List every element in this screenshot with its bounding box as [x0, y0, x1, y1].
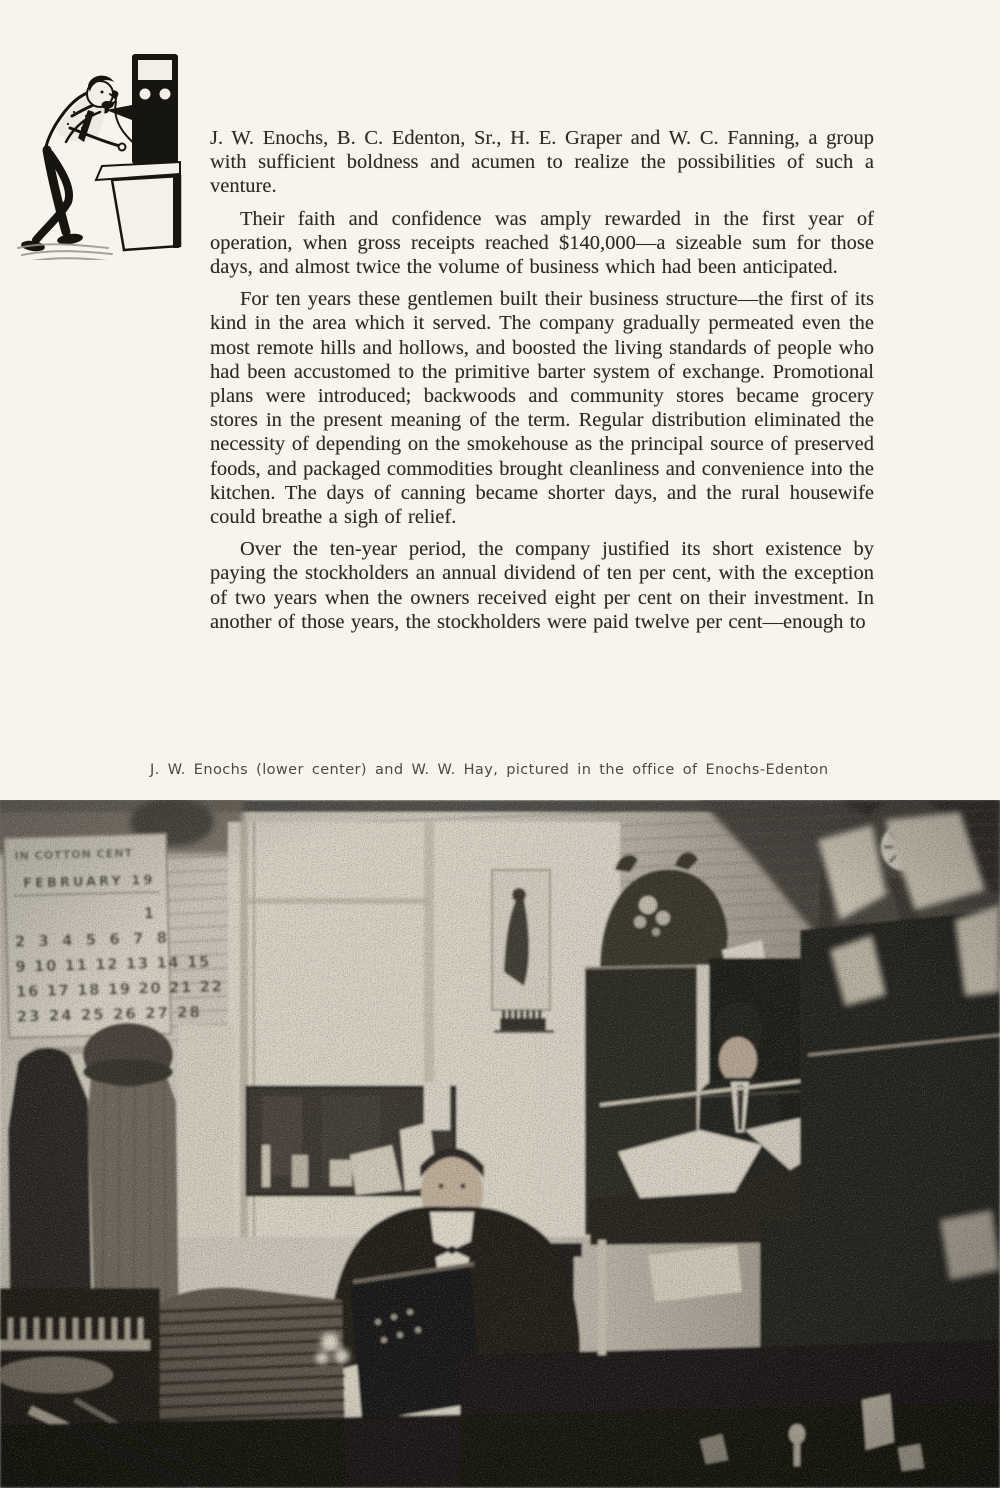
telephone-cartoon [12, 50, 192, 260]
film-grain [0, 800, 1000, 1488]
office-photograph [0, 800, 1000, 1488]
body-text [210, 126, 874, 642]
photo-caption: J. W. Enochs (lower center) and W. W. Hay, pictured in the office of Enochs-Edenton [150, 762, 829, 778]
paragraph-1: J. W. Enochs, B. C. Edenton, Sr., H. E. Graper and W. C. Fanning, a group with sufficient boldness and acumen to realize the possibilities of such a venture. [210, 127, 874, 198]
paragraph-3: For ten years these gentlemen built their business structure—the first of its kind in the area which it served. The company gradually permeated even the most remote hills and hollows, and boosted the living standards of people who had been accustomed to the primitive barter system of exchange. Promotional plans were introduced; backwoods and community stores became grocery stores in the present meaning of the term. Regular distribution eliminated the necessity of depending on the smokehouse as the principal source of preserved foods, and packaged commodities brought cleanliness and convenience into the kitchen. The days of canning became shorter days, and the rural housewife could breathe a sigh of relief. [210, 288, 874, 529]
telephone-cartoon-illustration [12, 50, 192, 260]
paragraph-2: Their faith and confidence was amply rewarded in the first year of operation, when gross receipts reached $140,000—a sizeable sum for those days, and almost twice the volume of business which had been anticipated. [210, 207, 874, 279]
paragraph-4: Over the ten-year period, the company justified its short existence by paying the stockholders an annual dividend of ten per cent, with the exception of two years when the owners received eight per cent on their investment. In another of those years, the stockholders were paid twelve per cent—enough to [210, 538, 874, 633]
